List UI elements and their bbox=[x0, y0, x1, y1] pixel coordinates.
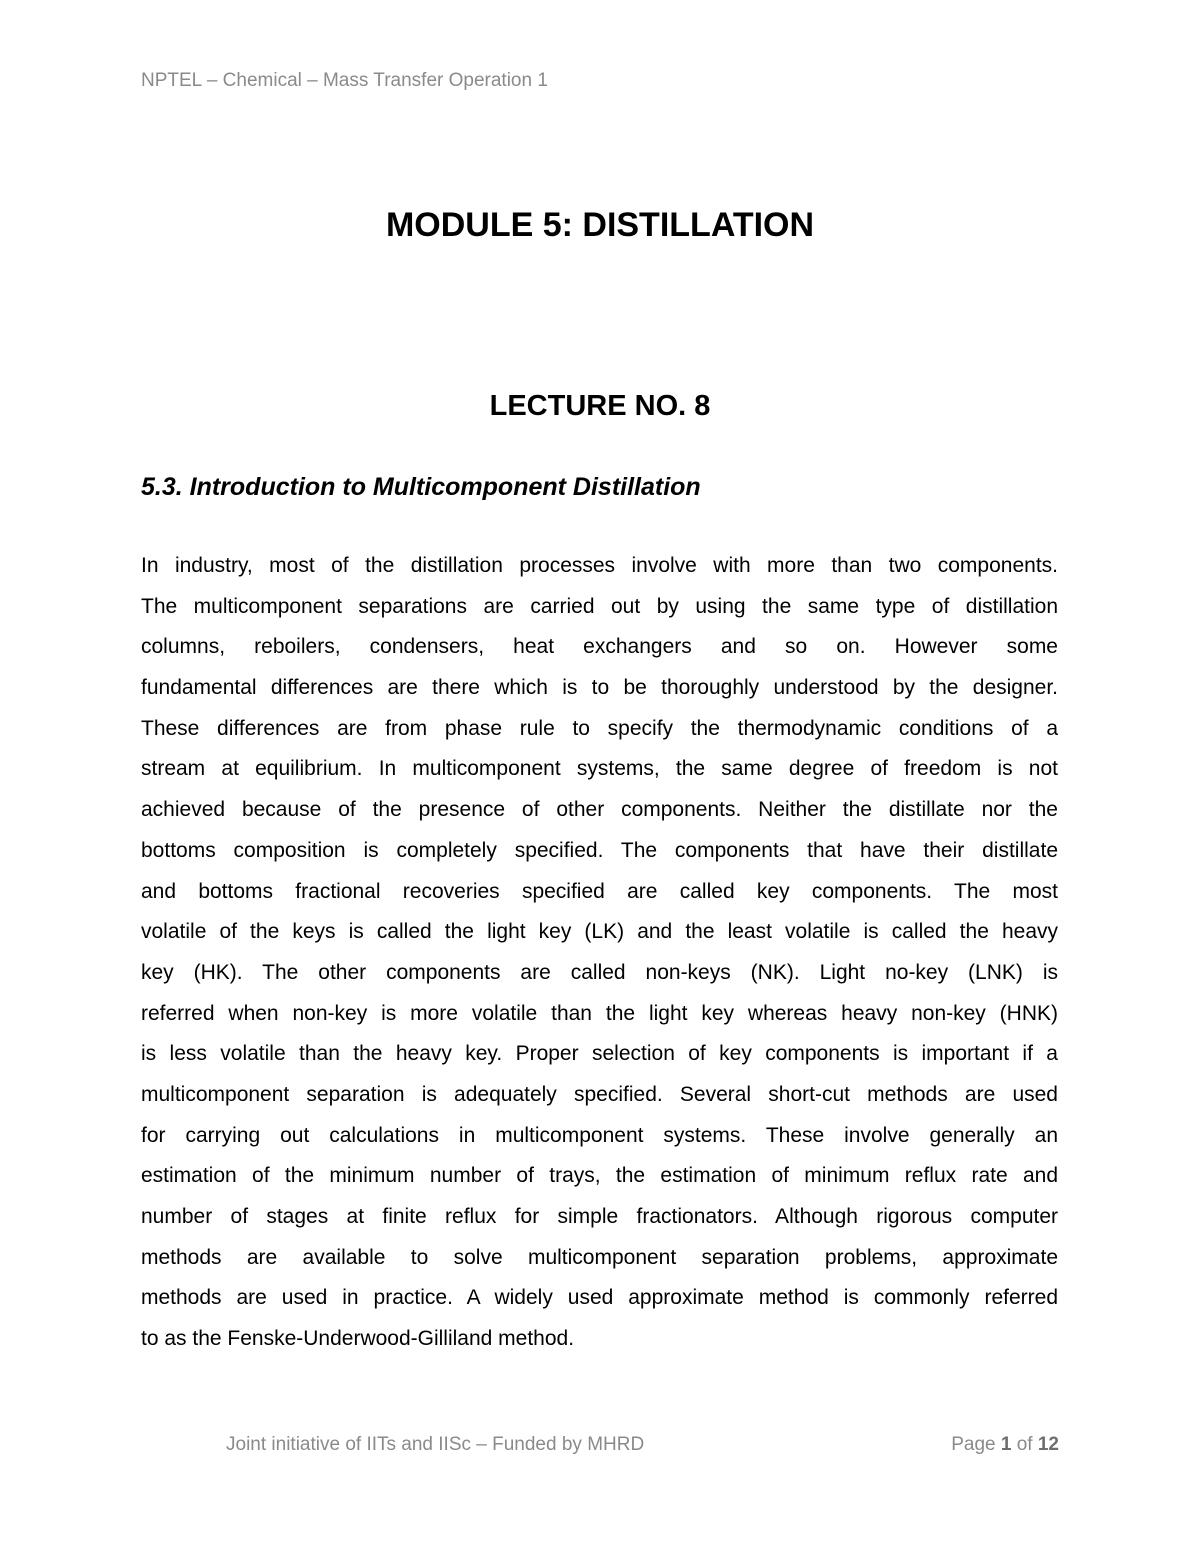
page-word: Page bbox=[951, 1434, 996, 1455]
body-line: estimation of the minimum number of trays, the estimation of minimum reflux rate and bbox=[141, 1164, 1058, 1188]
body-line: referred when non-key is more volatile than the light key whereas heavy non-key (HNK) bbox=[141, 1001, 1058, 1025]
page-total: 12 bbox=[1037, 1434, 1059, 1455]
section-heading: 5.3. Introduction to Multicomponent Distillation bbox=[141, 473, 701, 501]
body-line: for carrying out calculations in multicomponent systems. These involve generally an bbox=[141, 1123, 1058, 1147]
body-line: volatile of the keys is called the light key (LK) and the least volatile is called the heavy bbox=[141, 920, 1058, 944]
body-line: The multicomponent separations are carried out by using the same type of distillation bbox=[141, 594, 1058, 618]
body-line: columns, reboilers, condensers, heat exchangers and so on. However some bbox=[141, 635, 1058, 659]
body-line: methods are available to solve multicomponent separation problems, approximate bbox=[141, 1245, 1058, 1269]
running-header: NPTEL – Chemical – Mass Transfer Operation 1 bbox=[141, 70, 548, 91]
of-word: of bbox=[1016, 1434, 1033, 1455]
module-title: MODULE 5: DISTILLATION bbox=[385, 206, 815, 244]
body-line: bottoms composition is completely specified. The components that have their distillate bbox=[141, 838, 1058, 862]
page-number bbox=[950, 1434, 1059, 1456]
body-line: These differences are from phase rule to specify the thermodynamic conditions of a bbox=[141, 716, 1058, 740]
lecture-title: LECTURE NO. 8 bbox=[489, 390, 711, 422]
body-line: stream at equilibrium. In multicomponent systems, the same degree of freedom is not bbox=[141, 757, 1058, 781]
body-line: key (HK). The other components are called non-keys (NK). Light no-key (LNK) is bbox=[141, 960, 1058, 984]
body-line: to as the Fenske-Underwood-Gilliland method. bbox=[141, 1327, 575, 1351]
body-line: fundamental differences are there which is to be thoroughly understood by the designer. bbox=[141, 676, 1058, 700]
body-line: multicomponent separation is adequately specified. Several short-cut methods are used bbox=[141, 1082, 1058, 1106]
footer-credit: Joint initiative of IITs and IISc – Funded by MHRD bbox=[226, 1434, 645, 1455]
body-line: methods are used in practice. A widely used approximate method is commonly referred bbox=[141, 1286, 1058, 1310]
body-paragraph bbox=[141, 546, 1058, 1360]
body-line: number of stages at finite reflux for simple fractionators. Although rigorous computer bbox=[141, 1205, 1058, 1228]
body-line: achieved because of the presence of other components. Neither the distillate nor the bbox=[141, 798, 1058, 822]
body-line: In industry, most of the distillation processes involve with more than two components. bbox=[141, 554, 1058, 577]
page-current: 1 bbox=[1000, 1434, 1012, 1455]
body-line: and bottoms fractional recoveries specified are called key components. The most bbox=[141, 879, 1058, 903]
body-line: is less volatile than the heavy key. Proper selection of key components is important if a bbox=[141, 1042, 1058, 1066]
